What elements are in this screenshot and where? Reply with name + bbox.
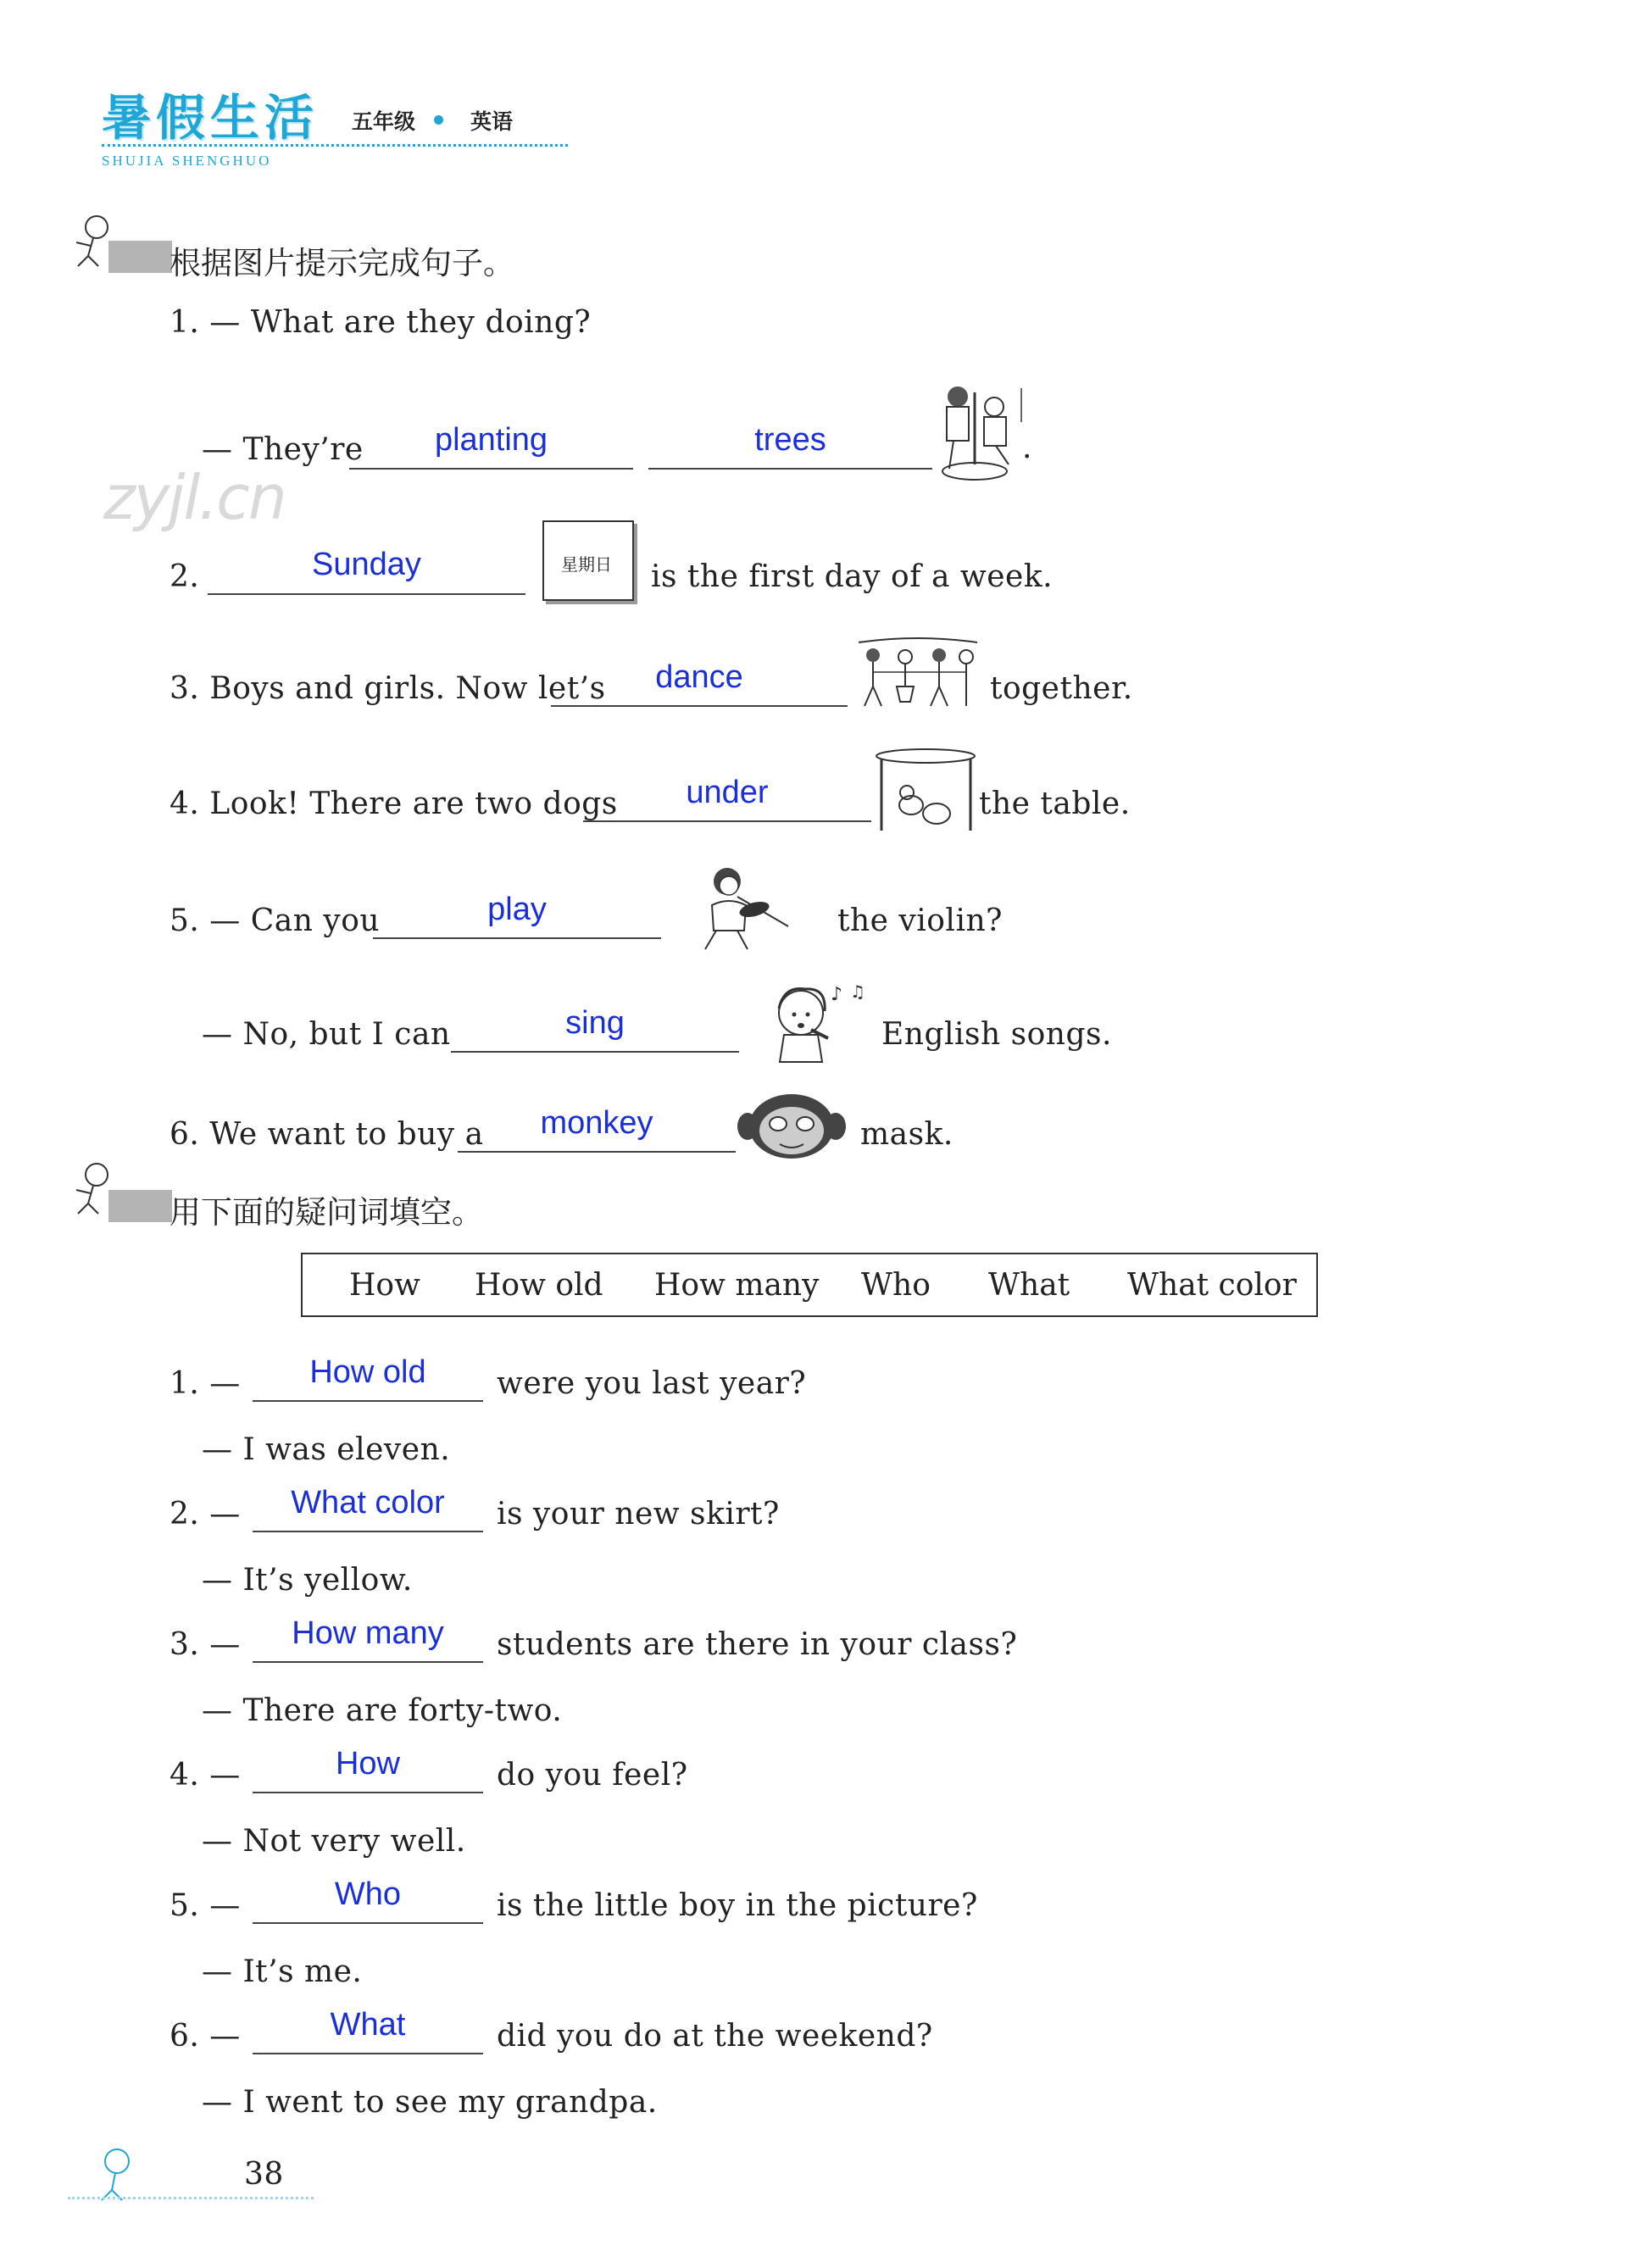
s2-q6-answer: What [330, 2007, 406, 2043]
page-number: 38 [244, 2157, 284, 2192]
logo-pinyin: SHUJIA SHENGHUO [102, 153, 272, 169]
word-bank-item: How old [475, 1268, 603, 1303]
q5-reply-blank[interactable] [451, 1051, 739, 1053]
svg-text:♫: ♫ [850, 981, 865, 1002]
calendar-text: 星期日 [561, 554, 612, 575]
footer-mascot-icon [92, 2144, 142, 2204]
q5-suffix: the violin? [837, 903, 1003, 938]
subject-label: 英语 [470, 109, 514, 134]
s2-q2-reply: — It’s yellow. [202, 1563, 413, 1598]
s2-q3-number: 3. — [170, 1627, 241, 1662]
header-dotted-rule [102, 144, 568, 147]
q3-answer: dance [655, 659, 743, 695]
monkey-mask-picture [736, 1092, 848, 1161]
s2-q5-blank[interactable] [253, 1922, 483, 1924]
s2-q2-blank[interactable] [253, 1531, 483, 1532]
q3-prefix: 3. Boys and girls. Now let’s [170, 671, 606, 706]
q6-blank[interactable] [458, 1151, 736, 1153]
svg-text:♪: ♪ [831, 984, 843, 1005]
q2-blank[interactable] [208, 593, 525, 595]
s2-q4-blank[interactable] [253, 1792, 483, 1793]
s2-q1-blank[interactable] [253, 1400, 483, 1402]
q1-blank-2[interactable] [648, 468, 932, 470]
q5-answer: play [487, 892, 547, 927]
q5-reply-answer: sing [565, 1005, 625, 1041]
q4-prefix: 4. Look! There are two dogs [170, 787, 618, 821]
q1-answer-1: planting [434, 422, 548, 458]
word-bank-item: Who [861, 1268, 931, 1303]
footer-dotted-rule [68, 2197, 314, 2199]
s2-q2-rest: is your new skirt? [497, 1497, 780, 1531]
q3-blank[interactable] [551, 705, 848, 707]
s2-q4-reply: — Not very well. [202, 1824, 466, 1859]
q2-answer: Sunday [312, 547, 421, 582]
word-bank-item: What [988, 1268, 1070, 1303]
violin-player-picture [695, 863, 792, 952]
q6-prefix: 6. We want to buy a [170, 1117, 484, 1152]
q2-number: 2. [170, 559, 200, 594]
q4-answer: under [686, 775, 769, 810]
s2-q4-answer: How [335, 1746, 401, 1782]
s2-q5-answer: Who [334, 1876, 402, 1912]
q1-prefix: — They’re [202, 432, 364, 467]
q5-prefix: 5. — Can you [170, 903, 381, 938]
s2-q2-number: 2. — [170, 1497, 241, 1531]
s2-q5-reply: — It’s me. [202, 1954, 363, 1989]
q1-question: 1. — What are they doing? [170, 305, 592, 340]
header-dot-icon [434, 115, 443, 125]
s2-q5-number: 5. — [170, 1888, 241, 1923]
s2-q1-reply: — I was eleven. [202, 1432, 451, 1467]
s2-q3-reply: — There are forty-two. [202, 1693, 563, 1728]
q2-suffix: is the first day of a week. [651, 559, 1054, 594]
q5-reply-prefix: — No, but I can [202, 1017, 451, 1052]
word-bank-item: How many [654, 1268, 820, 1303]
s2-q6-number: 6. — [170, 2019, 241, 2054]
grade-label: 五年级 [352, 109, 416, 134]
s2-q6-rest: did you do at the weekend? [497, 2019, 933, 2054]
s2-q5-rest: is the little boy in the picture? [497, 1888, 978, 1923]
s2-q6-blank[interactable] [253, 2053, 483, 2054]
section1-title: 根据图片提示完成句子。 [170, 245, 514, 281]
s2-q4-number: 4. — [170, 1758, 241, 1793]
q6-suffix: mask. [860, 1117, 953, 1152]
planting-trees-picture [928, 380, 1030, 486]
s2-q3-answer: How many [292, 1615, 444, 1651]
q4-blank[interactable] [583, 820, 871, 822]
s2-q3-rest: students are there in your class? [497, 1627, 1018, 1662]
s2-q6-reply: — I went to see my grandpa. [202, 2085, 658, 2120]
s2-q1-answer: How old [309, 1354, 426, 1390]
section-badge [108, 1190, 172, 1222]
section2-title: 用下面的疑问词填空。 [170, 1194, 483, 1231]
word-bank-item: What color [1127, 1268, 1297, 1303]
s2-q4-rest: do you feel? [497, 1758, 688, 1793]
watermark: zyjl.cn [103, 462, 286, 533]
s2-q1-rest: were you last year? [497, 1366, 807, 1401]
dogs-under-table-picture [873, 746, 979, 835]
logo-title: 暑假生活 [102, 89, 320, 147]
q1-suffix: . [1022, 431, 1032, 465]
section-badge [108, 241, 172, 273]
q3-suffix: together. [990, 671, 1133, 706]
calendar-picture [542, 520, 634, 601]
q5-blank[interactable] [373, 937, 661, 939]
q5-reply-suffix: English songs. [881, 1017, 1112, 1052]
q1-blank-1[interactable] [349, 468, 633, 470]
singing-girl-picture [759, 979, 881, 1064]
q4-suffix: the table. [979, 787, 1131, 821]
q6-answer: monkey [540, 1105, 653, 1141]
q1-answer-2: trees [754, 422, 826, 458]
s2-q1-number: 1. — [170, 1366, 241, 1401]
dancing-children-picture [854, 634, 981, 714]
word-bank-item: How [349, 1268, 420, 1303]
s2-q3-blank[interactable] [253, 1661, 483, 1663]
s2-q2-answer: What color [291, 1485, 445, 1520]
